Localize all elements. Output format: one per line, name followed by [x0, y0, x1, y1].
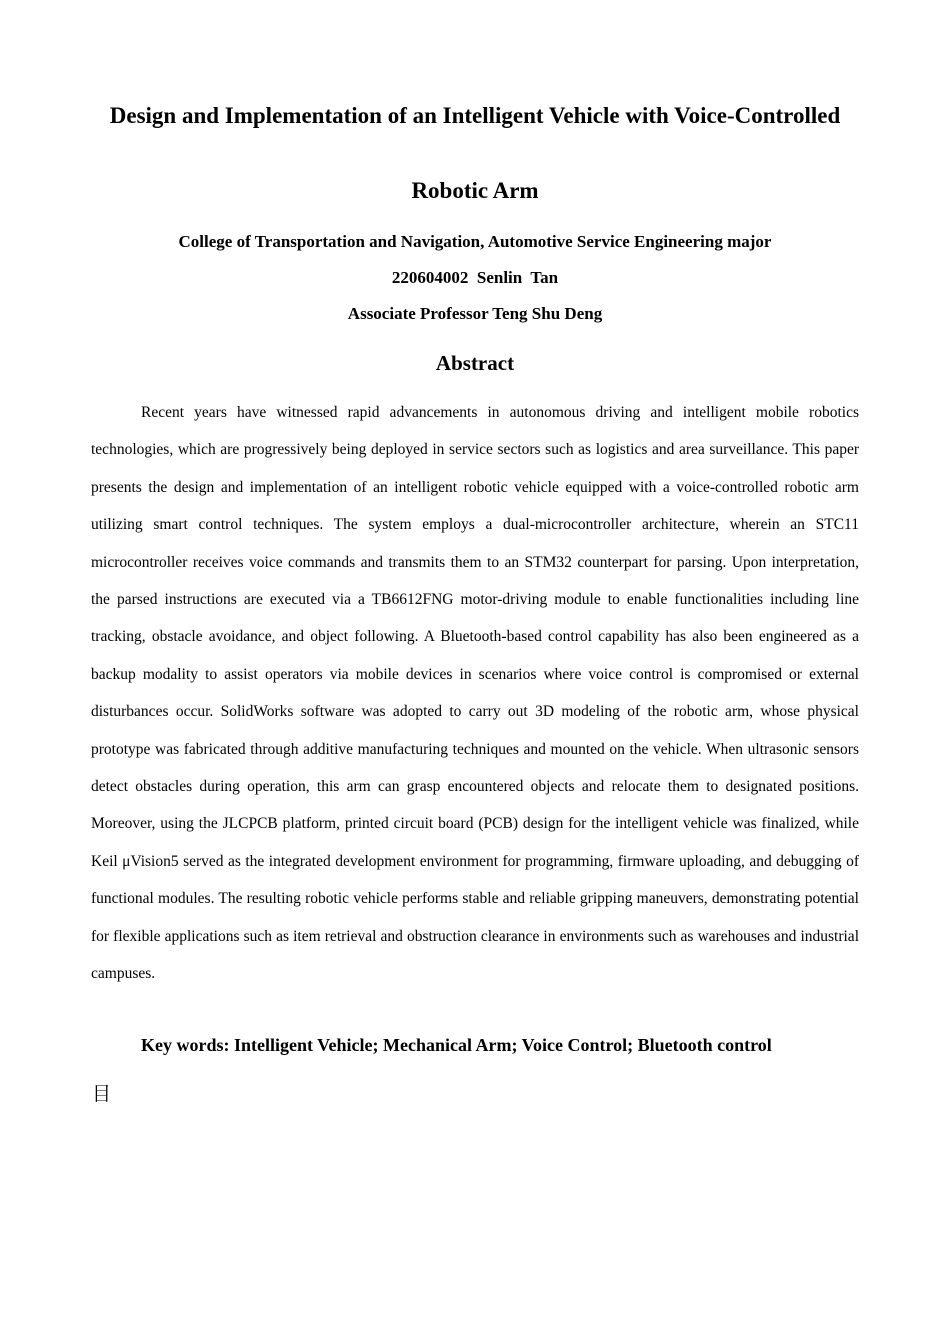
- abstract-body: Recent years have witnessed rapid advancements in autonomous driving and intelligent mobile robotics technologies, which are progressively being deployed in service sectors such as logistics and area surveillance. This paper presents the design and implementation of an intelligent robotic vehicle equipped with a voice-controlled robotic arm utilizing smart control techniques. The system employs a dual-microcontroller architecture, wherein an STC11 microcontroller receives voice commands and transmits them to an STM32 counterpart for parsing. Upon interpretation, the parsed instructions are executed via a TB6612FNG motor-driving module to enable functionalities including line tracking, obstacle avoidance, and object following. A Bluetooth-based control capability has also been engineered as a backup modality to assist operators via mobile devices in scenarios where voice control is compromised or external disturbances occur. SolidWorks software was adopted to carry out 3D modeling of the robotic arm, whose physical prototype was fabricated through additive manufacturing techniques and mounted on the vehicle. When ultrasonic sensors detect obstacles during operation, this arm can grasp encountered objects and relocate them to designated positions. Moreover, using the JLCPCB platform, printed circuit board (PCB) design for the intelligent vehicle was finalized, while Keil μVision5 served as the integrated development environment for programming, firmware uploading, and debugging of functional modules. The resulting robotic vehicle performs stable and reliable gripping maneuvers, demonstrating potential for flexible applications such as item retrieval and obstruction clearance in environments such as warehouses and industrial campuses.: [91, 404, 859, 983]
- author-line: 220604002 Senlin Tan: [391, 268, 559, 287]
- affiliation: College of Transportation and Navigation, Automotive Service Engineering major: [178, 232, 772, 251]
- toc-heading-fragment: 目: [92, 1083, 112, 1105]
- advisor-line: Associate Professor Teng Shu Deng: [347, 304, 603, 323]
- paper-title-line-2: Robotic Arm: [411, 178, 539, 203]
- abstract-heading: Abstract: [435, 351, 515, 375]
- keywords-line: Key words: Intelligent Vehicle; Mechanical Arm; Voice Control; Bluetooth control: [141, 1035, 772, 1055]
- paper-title-line-1: Design and Implementation of an Intelligent Vehicle with Voice-Controlled: [109, 103, 841, 128]
